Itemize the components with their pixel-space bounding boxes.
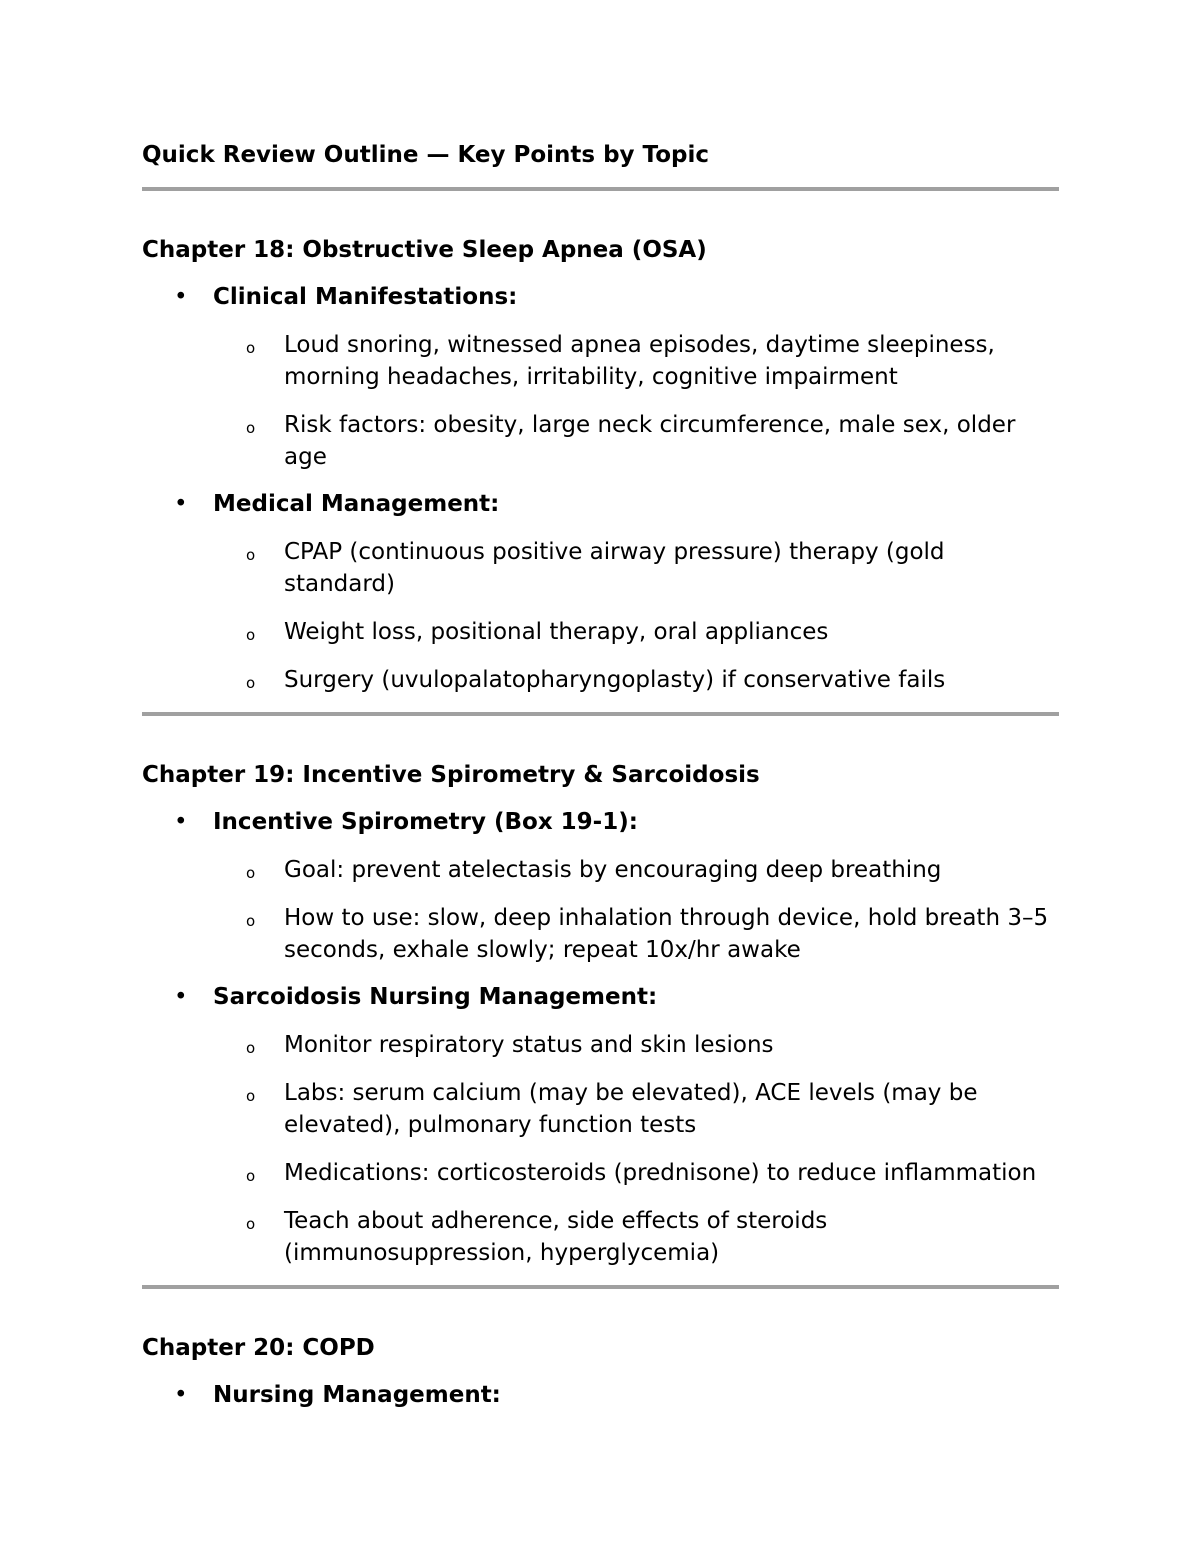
point-text: Goal: prevent atelectasis by encouraging deep breathing	[284, 857, 942, 883]
sub-bullet-icon: o	[246, 546, 256, 564]
topic-label: Clinical Manifestations:	[213, 284, 518, 310]
sub-bullet-icon: o	[246, 674, 256, 692]
topic-item	[142, 1380, 1059, 1411]
sub-bullet-icon: o	[246, 626, 256, 644]
chapter-heading: Chapter 20: COPD	[142, 1335, 375, 1361]
sub-bullet-icon: o	[246, 1087, 256, 1105]
sub-bullet-icon: o	[246, 419, 256, 437]
point-item	[213, 616, 1059, 648]
document-title: Quick Review Outline — Key Points by Topic	[142, 142, 709, 168]
point-list	[213, 1029, 1059, 1269]
point-text: Medications: corticosteroids (prednisone) to reduce inflammation	[284, 1160, 1037, 1186]
point-text: Weight loss, positional therapy, oral appliances	[284, 619, 829, 645]
bullet-icon: •	[174, 809, 188, 835]
point-item	[213, 1157, 1059, 1189]
topic-label: Medical Management:	[213, 491, 500, 517]
topic-item	[142, 282, 1059, 473]
point-list	[213, 854, 1059, 966]
sub-bullet-icon: o	[246, 339, 256, 357]
point-item	[213, 1029, 1059, 1061]
chapter-section	[142, 1333, 1059, 1411]
bullet-icon: •	[174, 1382, 188, 1408]
point-text: CPAP (continuous positive airway pressure) therapy (gold standard)	[284, 539, 945, 597]
sub-bullet-icon: o	[246, 864, 256, 882]
point-text: Teach about adherence, side effects of steroids (immunosuppression, hyperglycemia)	[284, 1208, 828, 1266]
topic-label: Sarcoidosis Nursing Management:	[213, 984, 658, 1010]
title-divider	[142, 187, 1059, 191]
topic-item	[142, 489, 1059, 696]
point-text: How to use: slow, deep inhalation through device, hold breath 3–5 seconds, exhale slowly; repeat 10x/hr awake	[284, 905, 1049, 963]
topic-label: Incentive Spirometry (Box 19-1):	[213, 809, 638, 835]
topic-item	[142, 982, 1059, 1269]
sub-bullet-icon: o	[246, 1215, 256, 1233]
point-list	[213, 329, 1059, 473]
sub-bullet-icon: o	[246, 1167, 256, 1185]
point-text: Surgery (uvulopalatopharyngoplasty) if conservative fails	[284, 667, 946, 693]
point-text: Risk factors: obesity, large neck circumference, male sex, older age	[284, 412, 1016, 470]
topic-list	[142, 1380, 1059, 1411]
point-item	[213, 664, 1059, 696]
point-text: Loud snoring, witnessed apnea episodes, daytime sleepiness, morning headaches, irritability, cognitive impairment	[284, 332, 995, 390]
topic-item	[142, 807, 1059, 966]
point-item	[213, 854, 1059, 886]
point-item	[213, 902, 1059, 966]
bullet-icon: •	[174, 984, 188, 1010]
point-item	[213, 1205, 1059, 1269]
point-item	[213, 409, 1059, 473]
point-text: Labs: serum calcium (may be elevated), ACE levels (may be elevated), pulmonary function tests	[284, 1080, 978, 1138]
chapter-section	[142, 235, 1059, 696]
topic-label: Nursing Management:	[213, 1382, 501, 1408]
topic-list	[142, 282, 1059, 696]
chapter-heading: Chapter 19: Incentive Spirometry & Sarcoidosis	[142, 762, 760, 788]
point-item	[213, 536, 1059, 600]
bullet-icon: •	[174, 491, 188, 517]
document-page	[142, 140, 1059, 1411]
section-divider	[142, 712, 1059, 716]
topic-list	[142, 807, 1059, 1269]
bullet-icon: •	[174, 284, 188, 310]
sub-bullet-icon: o	[246, 912, 256, 930]
point-text: Monitor respiratory status and skin lesions	[284, 1032, 774, 1058]
point-list	[213, 536, 1059, 696]
section-divider	[142, 1285, 1059, 1289]
point-item	[213, 1077, 1059, 1141]
sub-bullet-icon: o	[246, 1039, 256, 1057]
chapter-heading: Chapter 18: Obstructive Sleep Apnea (OSA)	[142, 237, 707, 263]
chapter-section	[142, 760, 1059, 1269]
point-item	[213, 329, 1059, 393]
